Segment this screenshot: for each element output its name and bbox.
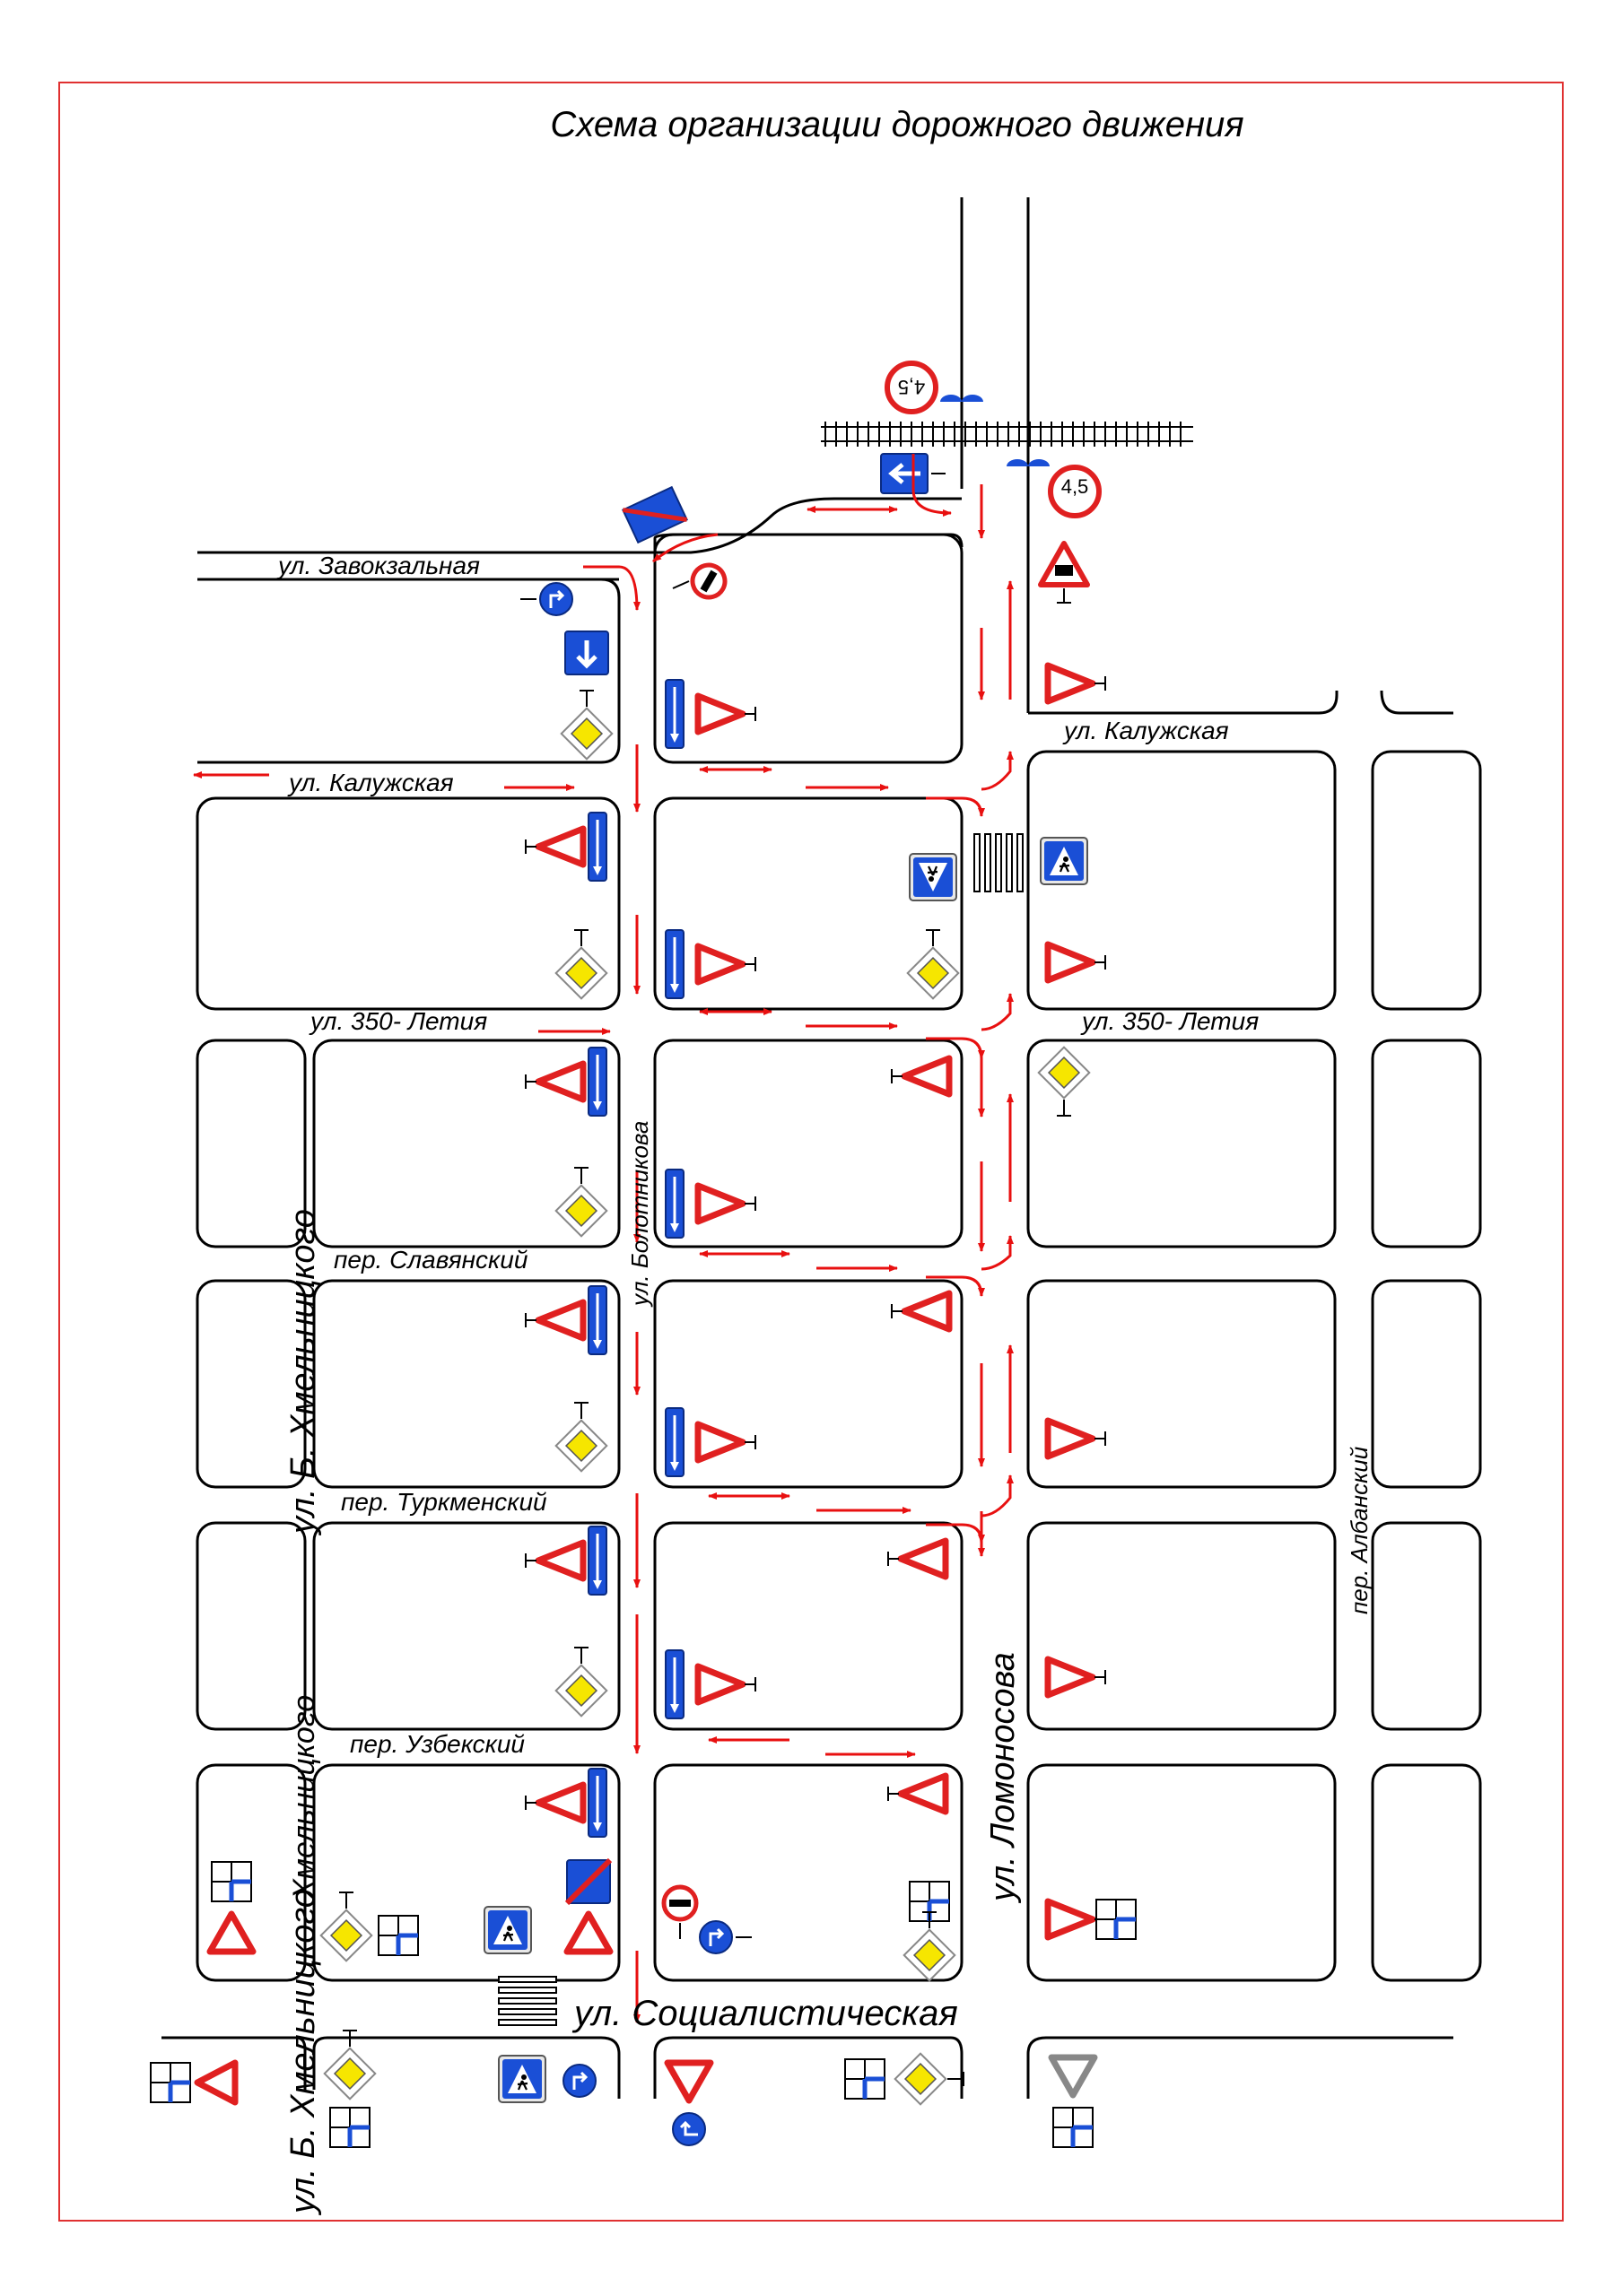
block-outline <box>1028 1281 1335 1487</box>
no-entry-sign <box>664 1887 696 1939</box>
block-outline <box>1373 1040 1480 1247</box>
one-way-sign <box>565 631 608 674</box>
one-way-sign <box>589 1048 606 1116</box>
blue-circle-sign <box>673 2113 705 2145</box>
intersection-plate <box>1096 1900 1136 1939</box>
give-way-sign <box>1048 665 1105 701</box>
give-way-sign <box>1048 1659 1105 1695</box>
main-road-sign <box>908 930 959 998</box>
road-network <box>161 197 1480 2099</box>
give-way-sign <box>1048 1421 1105 1457</box>
road-edge <box>1382 691 1453 713</box>
main-road-sign <box>562 691 613 759</box>
give-way-sign <box>1048 944 1105 980</box>
give-way-sign <box>526 1302 583 1338</box>
pedestrian-crossing-sign <box>910 854 956 900</box>
street-label-slavyansky: пер. Славянский <box>334 1246 528 1274</box>
blue-circle-sign <box>520 583 572 615</box>
give-way-sign <box>567 1914 610 1952</box>
give-way-sign <box>526 1543 583 1578</box>
height-limit-sign <box>1051 467 1099 516</box>
give-way-sign <box>888 1541 946 1577</box>
height-limit-sign <box>887 363 936 412</box>
direction-arrow <box>981 1475 1010 1516</box>
give-way-sign <box>698 1666 755 1702</box>
street-label-albansky: пер. Албанский <box>1346 1446 1373 1614</box>
main-road-sign <box>895 2054 964 2105</box>
main-road-sign <box>556 1648 607 1716</box>
end-one-way-sign <box>567 1860 610 1903</box>
railway <box>821 422 1193 447</box>
one-way-sign <box>666 1650 684 1718</box>
intersection-plate <box>379 1916 418 1955</box>
street-label-kaluzhskaya-west: ул. Калужская <box>289 769 454 796</box>
block-outline <box>1373 1281 1480 1487</box>
block-outline <box>1373 752 1480 1009</box>
one-way-sign <box>666 930 684 998</box>
block-outline <box>1028 1765 1335 1980</box>
street-label-khmelnitskogo-lower-left: Хмельницкого <box>287 1694 321 1900</box>
one-way-sign <box>666 680 684 748</box>
blue-circle-sign <box>700 1921 752 1953</box>
one-way-sign <box>589 813 606 881</box>
street-label-kaluzhskaya-east: ул. Калужская <box>1064 717 1229 744</box>
one-way-sign <box>666 1408 684 1476</box>
zebra-crossing <box>974 834 1023 891</box>
give-way-sign <box>698 946 755 982</box>
give-way-sign <box>526 829 583 865</box>
give-way-sign <box>526 1785 583 1821</box>
give-way-sign <box>667 2063 711 2100</box>
intersection-plate <box>330 2108 370 2147</box>
pedestrian-crossing-sign <box>1041 838 1087 884</box>
block-outline <box>197 798 619 1009</box>
street-label-turkmensky: пер. Туркменский <box>341 1488 547 1516</box>
pedestrian-crossing-sign <box>484 1907 531 1953</box>
give-way-sign <box>526 1064 583 1100</box>
block-outline <box>1373 1523 1480 1729</box>
main-road-sign <box>904 1912 955 1980</box>
main-road-sign <box>556 930 607 998</box>
give-way-sign <box>698 696 755 732</box>
direction-arrow <box>583 567 637 610</box>
give-way-sign <box>698 1424 755 1460</box>
svg-text:4,5: 4,5 <box>897 376 926 398</box>
main-road-sign <box>556 1168 607 1236</box>
street-label-khmelnitskogo-lower: ул. Б. Хмельницкого <box>284 1889 322 2213</box>
block-outline <box>1028 1523 1335 1729</box>
blue-circle-sign <box>563 2065 596 2097</box>
give-way-sign <box>210 1914 253 1952</box>
main-road-sign <box>1039 1048 1090 1116</box>
one-way-sign <box>589 1769 606 1837</box>
street-label-lomonosova: ул. Ломоносова <box>984 1652 1022 1901</box>
street-label-khmelnitskogo-upper: ул. Б. Хмельницкого <box>284 1209 322 1534</box>
intersection-plate <box>845 2059 885 2099</box>
block-outline <box>1373 1765 1480 1980</box>
give-way-sign <box>888 1776 946 1812</box>
zebra-crossing <box>499 1977 556 2025</box>
intersection-plate <box>1053 2108 1093 2147</box>
road-edge <box>197 499 962 552</box>
give-way-sign <box>892 1058 949 1094</box>
one-way-sign <box>589 1286 606 1354</box>
give-way-sign <box>197 2063 235 2102</box>
no-stopping-sign <box>673 559 731 603</box>
page-title: Схема организации дорожного движения <box>550 105 1244 144</box>
street-label-sotsialisticheskaya: ул. Социалистическая <box>574 1994 958 2033</box>
direction-arrow <box>981 752 1010 789</box>
give-way-sign <box>698 1186 755 1222</box>
street-label-350-letiya-east: ул. 350- Летия <box>1082 1007 1260 1035</box>
main-road-sign <box>556 1403 607 1471</box>
street-label-zavokzalnaya: ул. Завокзальная <box>278 552 480 579</box>
street-label-350-letiya-west: ул. 350- Летия <box>310 1007 488 1035</box>
intersection-plate <box>212 1862 251 1901</box>
street-label-uzbeksky: пер. Узбекский <box>350 1730 525 1758</box>
direction-arrow <box>981 994 1010 1030</box>
street-label-bolotnikova: ул. Болотникова <box>626 1120 653 1306</box>
main-road-sign <box>325 2031 376 2099</box>
one-way-sign <box>589 1526 606 1595</box>
one-way-sign <box>666 1170 684 1238</box>
direction-arrow <box>981 1236 1010 1269</box>
main-road-sign <box>321 1892 372 1961</box>
intersection-plate <box>151 2063 190 2102</box>
give-way-sign <box>1051 2057 1094 2095</box>
railway-crossing-sign <box>1041 544 1087 603</box>
svg-text:4,5: 4,5 <box>1060 475 1089 498</box>
pedestrian-crossing-sign <box>499 2056 545 2102</box>
give-way-sign <box>892 1293 949 1329</box>
